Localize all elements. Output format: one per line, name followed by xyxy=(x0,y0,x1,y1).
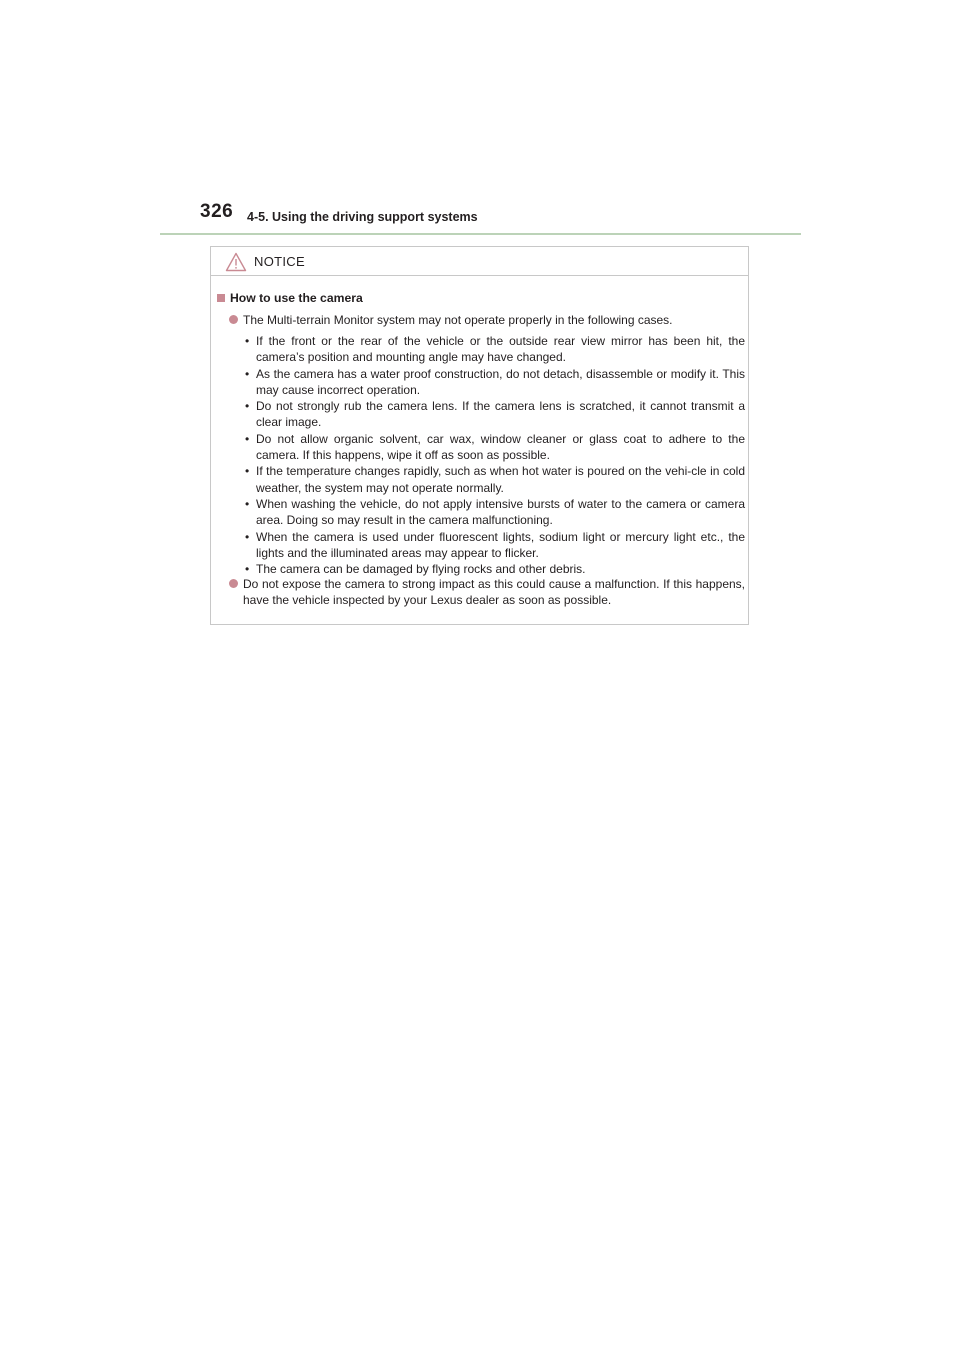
list-item xyxy=(229,312,745,328)
notice-box xyxy=(210,246,749,625)
sub-list-item xyxy=(243,561,745,577)
section-title: 4-5. Using the driving support systems xyxy=(247,210,478,224)
sub-list-item xyxy=(243,333,745,366)
sub-list-item xyxy=(243,463,745,496)
sub-list xyxy=(243,333,745,577)
list-item-text: The Multi-terrain Monitor system may not operate properly in the following cases. xyxy=(243,313,673,327)
sub-list-item-text: The camera can be damaged by flying rocks and other debris. xyxy=(256,562,586,577)
notice-label: NOTICE xyxy=(254,254,305,269)
dot-bullet-icon: • xyxy=(245,431,250,446)
circle-bullet-icon xyxy=(229,579,238,588)
notice-heading xyxy=(217,291,363,305)
sub-list-item xyxy=(243,366,745,399)
sub-list-item-text: When washing the vehicle, do not apply intensive bursts of water to the camera or camera area. Doing so may result in the camera malfunctioning. xyxy=(256,496,745,528)
sub-list-item-text: Do not allow organic solvent, car wax, window cleaner or glass coat to adhere to the camera. If this happens, wipe it off as soon as possible. xyxy=(256,431,745,463)
dot-bullet-icon: • xyxy=(245,366,250,381)
notice-header xyxy=(211,247,748,276)
circle-bullet-icon xyxy=(229,315,238,324)
dot-bullet-icon: • xyxy=(245,334,250,348)
header-rule xyxy=(160,233,801,235)
dot-bullet-icon: • xyxy=(245,496,250,511)
square-bullet-icon xyxy=(217,294,225,302)
sub-list-item-text: As the camera has a water proof construction, do not detach, disassemble or modify it. This may cause incorrect operation. xyxy=(256,366,745,397)
sub-list-item-text: If the temperature changes rapidly, such as when hot water is poured on the vehi-cle in cold weather, the system may not operate normally. xyxy=(256,464,745,495)
list-item-text: Do not expose the camera to strong impact as this could cause a malfunction. If this happens, have the vehicle inspected by your Lexus dealer as soon as possible. xyxy=(243,577,745,608)
dot-bullet-icon: • xyxy=(245,562,250,577)
dot-bullet-icon: • xyxy=(245,464,250,479)
dot-bullet-icon: • xyxy=(245,399,250,414)
sub-list-item xyxy=(243,529,745,562)
sub-list-item-text: Do not strongly rub the camera lens. If the camera lens is scratched, it cannot transmit a clear image. xyxy=(256,399,745,430)
sub-list-item xyxy=(243,398,745,431)
page-number: 326 xyxy=(200,201,234,222)
sub-list-item-text: When the camera is used under fluorescent lights, sodium light or mercury light etc., the lights and the illuminated areas may appear to flicker. xyxy=(256,529,745,560)
sub-list-item xyxy=(243,431,745,464)
dot-bullet-icon: • xyxy=(245,529,250,544)
sub-list-item-text: If the front or the rear of the vehicle or the outside rear view mirror has been hit, the camera’s position and mounting angle may have changed. xyxy=(256,334,745,365)
warning-triangle-icon xyxy=(225,252,247,272)
sub-list-item xyxy=(243,496,745,529)
list-item xyxy=(229,576,745,609)
notice-heading-text: How to use the camera xyxy=(230,291,363,305)
